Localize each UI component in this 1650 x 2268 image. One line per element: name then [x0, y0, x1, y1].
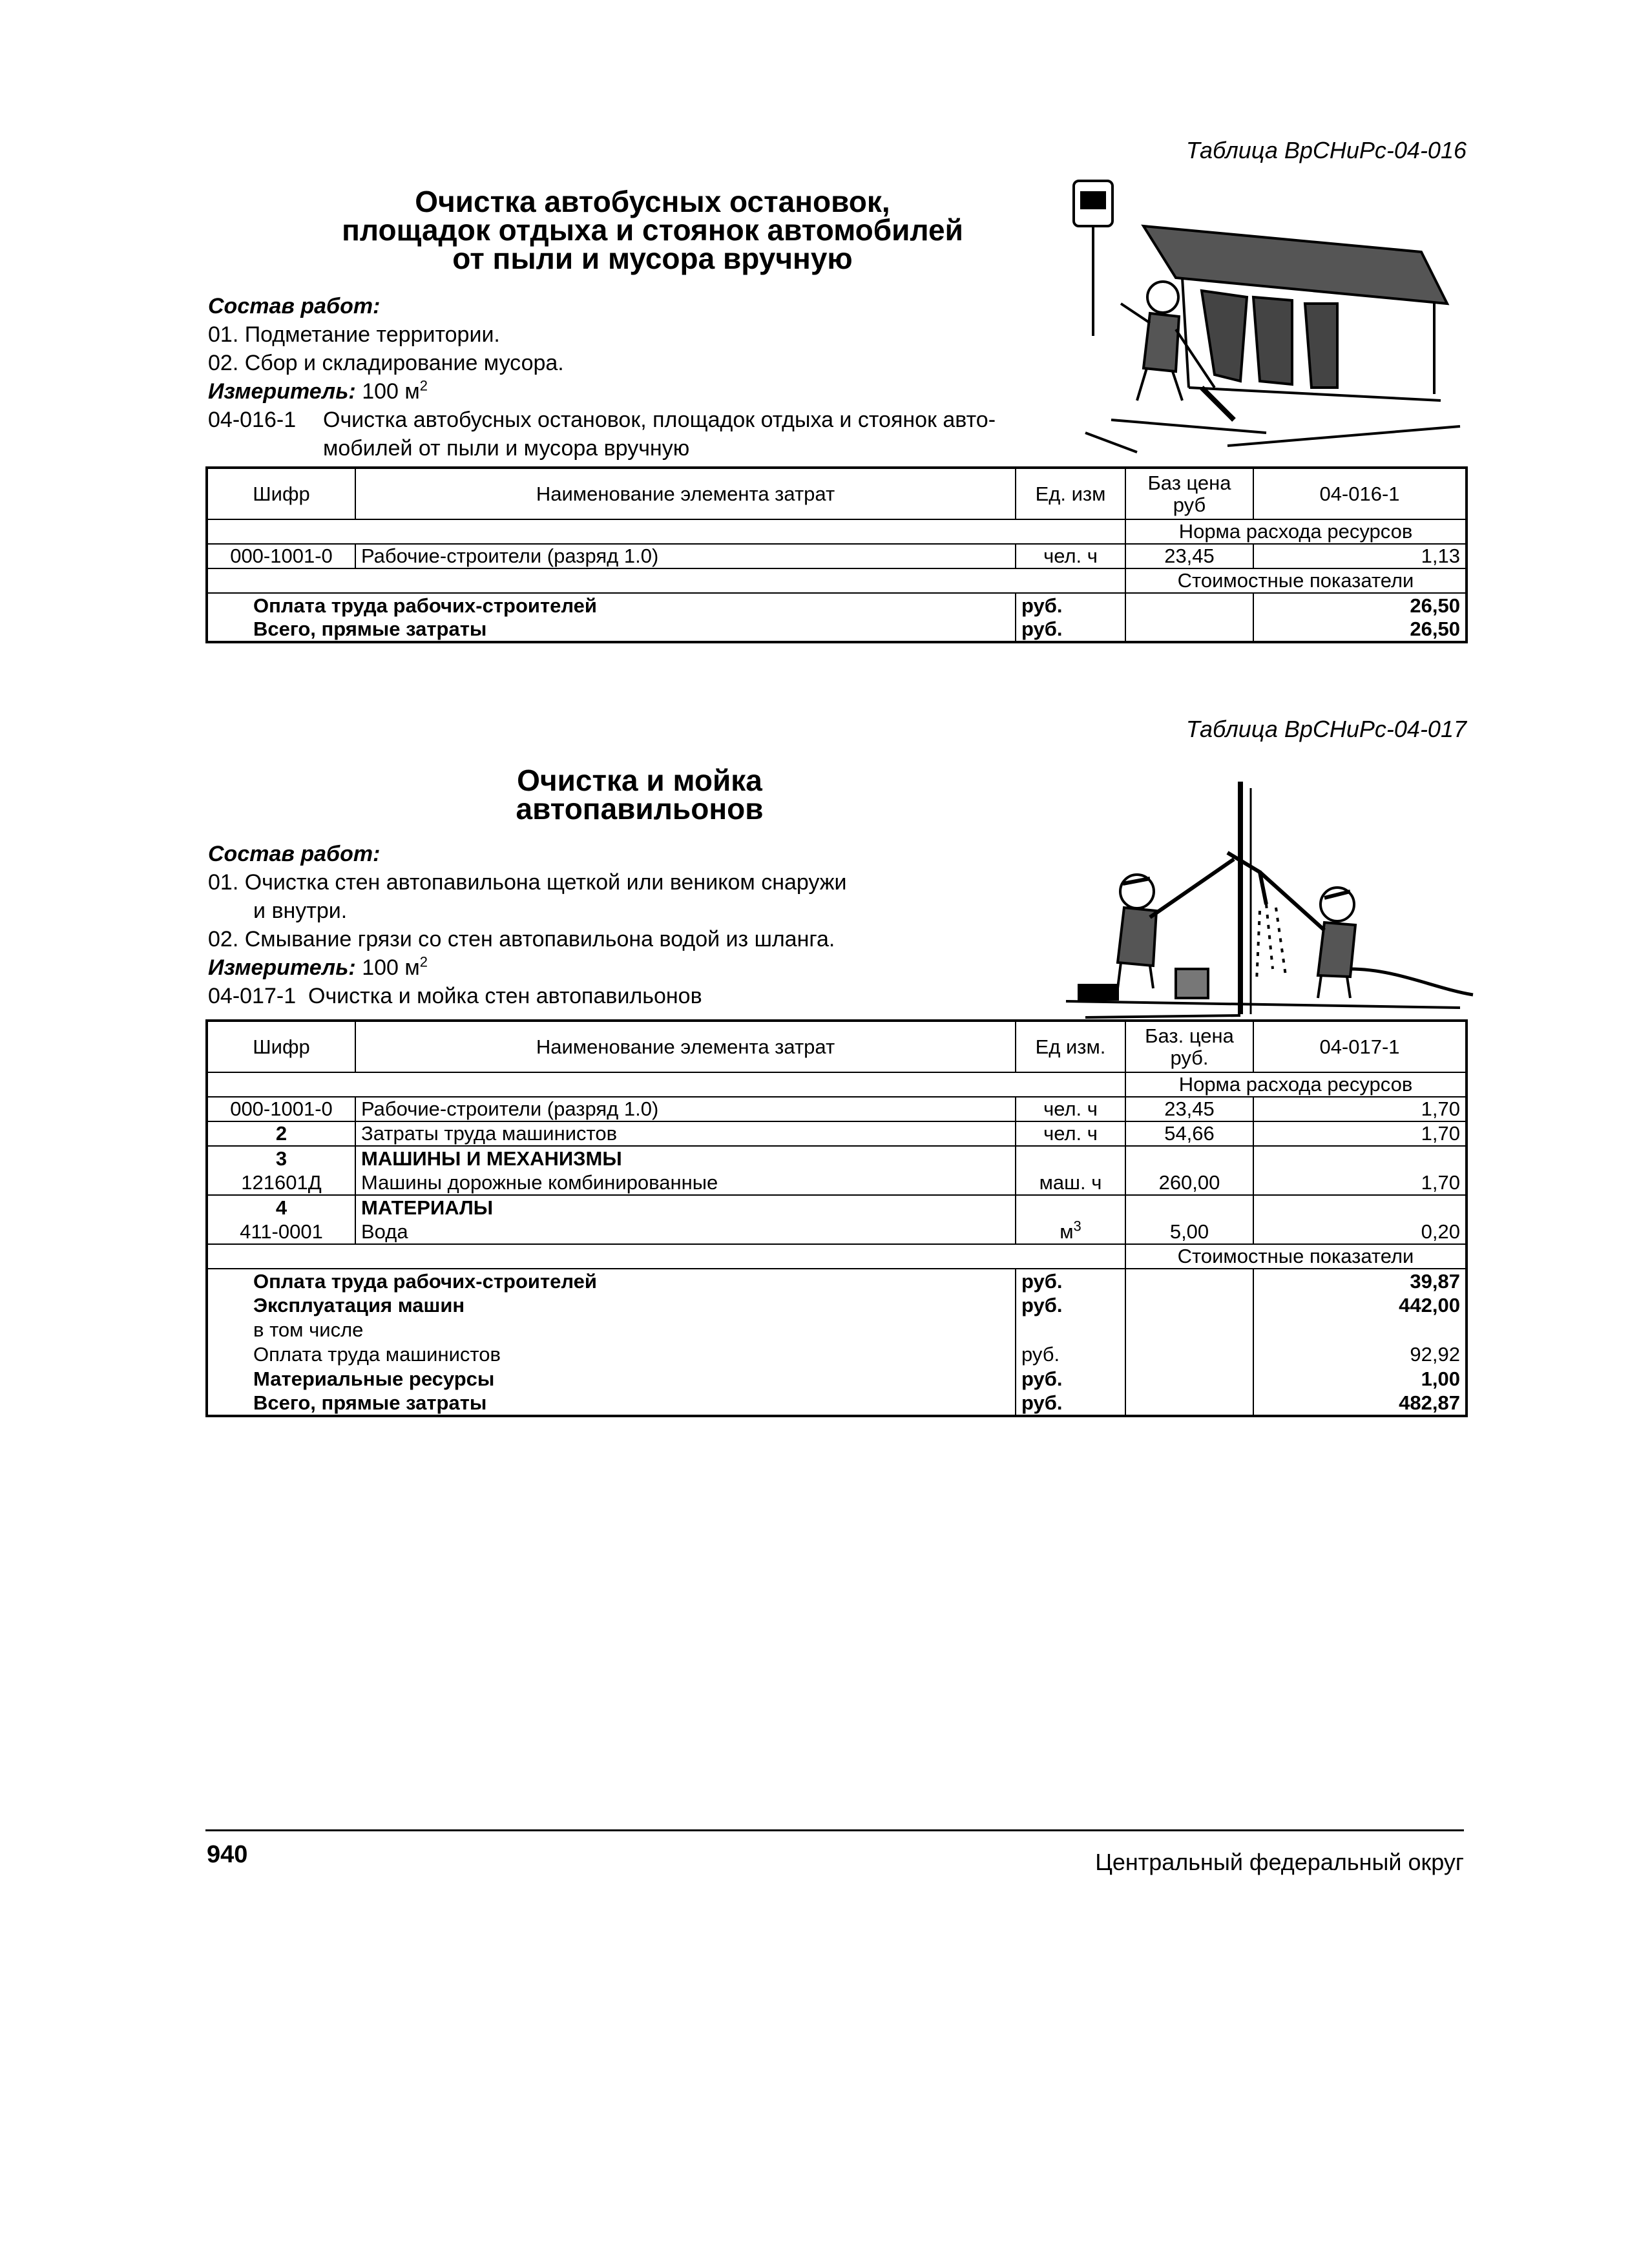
measure-sup: 2: [419, 953, 428, 970]
measure-label: Измеритель:: [208, 955, 356, 980]
table-row: [207, 1097, 1467, 1121]
bus-stop-sweeping-illustration: [1060, 174, 1473, 459]
cost-row: [207, 1269, 1467, 1293]
cost-name: Всего, прямые затраты: [207, 618, 1016, 642]
norm-section-label: Норма расхода ресурсов: [1125, 519, 1467, 544]
cell-code: 000-1001-0: [207, 544, 355, 568]
table-row: [207, 1195, 1467, 1220]
cell-value: 1,13: [1253, 544, 1467, 568]
cost-value: 26,50: [1253, 593, 1467, 618]
work-label: Состав работ:: [208, 842, 381, 866]
work-composition-2: [208, 840, 847, 1010]
header-name: Наименование элемента затрат: [355, 1021, 1016, 1072]
cost-value: 26,50: [1253, 618, 1467, 642]
cost-unit: руб.: [1016, 1269, 1125, 1293]
header-norm: 04-016-1: [1253, 468, 1467, 519]
cell-unit: маш. ч: [1016, 1170, 1125, 1195]
measure-line: [208, 953, 847, 982]
footer-region: Центральный федеральный округ: [1095, 1849, 1464, 1875]
cost-section-label: Стоимостные показатели: [1125, 1244, 1467, 1269]
header-norm: 04-017-1: [1253, 1021, 1467, 1072]
cell-code: 411-0001: [207, 1220, 355, 1244]
cost-name: Оплата труда рабочих-строителей: [207, 593, 1016, 618]
cell-code: 000-1001-0: [207, 1097, 355, 1121]
title-line-1: Очистка автобусных остановок,: [415, 185, 890, 218]
work-item: 01. Очистка стен автопавильона щеткой или веником снаружи: [208, 870, 847, 895]
cell-code: 4: [207, 1195, 355, 1220]
header-price: Баз. цена руб.: [1125, 1021, 1253, 1072]
cell-unit: чел. ч: [1016, 1097, 1125, 1121]
cell-value: 1,70: [1253, 1097, 1467, 1121]
title-line-1: Очистка и мойка: [517, 764, 762, 797]
cost-name: Материальные ресурсы: [207, 1367, 1016, 1391]
cost-unit: руб.: [1016, 1293, 1125, 1318]
work-item: 01. Подметание территории.: [208, 322, 500, 347]
item-description-017: Очистка и мойка стен автопавильонов: [308, 984, 702, 1008]
table-row: [207, 1121, 1467, 1146]
work-label: Состав работ:: [208, 294, 381, 318]
table-code-017: Таблица ВрСНиРс-04-017: [1185, 716, 1467, 742]
cost-row: [207, 618, 1467, 642]
cost-row: [207, 1367, 1467, 1391]
cell-price: 5,00: [1125, 1220, 1253, 1244]
title-line-3: от пыли и мусора вручную: [452, 242, 853, 275]
measure-line: [208, 377, 564, 406]
cost-name: Всего, прямые затраты: [207, 1391, 1016, 1416]
resource-table-017: [205, 1019, 1468, 1417]
cell-price: 260,00: [1125, 1170, 1253, 1195]
measure-label: Измеритель:: [208, 379, 356, 404]
measure-value: 100 м: [362, 955, 420, 980]
table-row: [207, 1170, 1467, 1195]
cell-name: Затраты труда машинистов: [355, 1121, 1016, 1146]
table-row: [207, 1220, 1467, 1244]
cost-unit: руб.: [1016, 618, 1125, 642]
measure-sup: 2: [419, 377, 428, 394]
cell-code: 121601Д: [207, 1170, 355, 1195]
header-name: Наименование элемента затрат: [355, 468, 1016, 519]
cost-value: 1,00: [1253, 1367, 1467, 1391]
cost-row: [207, 1342, 1467, 1367]
cell-value: 1,70: [1253, 1121, 1467, 1146]
norm-section-label: Норма расхода ресурсов: [1125, 1072, 1467, 1097]
header-code: Шифр: [207, 468, 355, 519]
resource-table-016: [205, 466, 1468, 643]
cost-row: [207, 1391, 1467, 1416]
cell-name: Машины дорожные комбинированные: [355, 1170, 1016, 1195]
cost-value: 39,87: [1253, 1269, 1467, 1293]
cost-row: [207, 593, 1467, 618]
footer-rule: [205, 1829, 1464, 1831]
cell-price: 54,66: [1125, 1121, 1253, 1146]
section2-title: [452, 764, 827, 826]
title-line-2: площадок отдыха и стоянок автомобилей: [342, 213, 963, 247]
work-item-cont: и внутри.: [253, 899, 348, 923]
cell-price: 23,45: [1125, 544, 1253, 568]
section1-title: [271, 187, 1034, 273]
cell-name: Рабочие-строители (разряд 1.0): [355, 1097, 1016, 1121]
cost-unit: руб.: [1016, 1391, 1125, 1416]
table-code-016: Таблица ВрСНиРс-04-016: [1185, 137, 1467, 163]
cost-value: 92,92: [1253, 1342, 1467, 1367]
cell-value: 0,20: [1253, 1220, 1467, 1244]
cost-row: [207, 1293, 1467, 1318]
cost-unit: руб.: [1016, 593, 1125, 618]
cost-name: в том числе: [207, 1318, 1016, 1342]
cell-name: Вода: [355, 1220, 1016, 1244]
cost-name: Эксплуатация машин: [207, 1293, 1016, 1318]
cell-price: 23,45: [1125, 1097, 1253, 1121]
cell-value: 1,70: [1253, 1170, 1467, 1195]
pavilion-washing-illustration: [1047, 775, 1486, 1027]
cell-name: МАТЕРИАЛЫ: [355, 1195, 1016, 1220]
item-code-016: 04-016-1: [208, 408, 297, 432]
title-line-2: автопавильонов: [516, 792, 764, 826]
work-item: 02. Смывание грязи со стен автопавильона водой из шланга.: [208, 927, 835, 952]
item-desc-line: мобилей от пыли и мусора вручную: [323, 436, 690, 461]
header-code: Шифр: [207, 1021, 355, 1072]
cell-unit: чел. ч: [1016, 1121, 1125, 1146]
item-code-017: 04-017-1: [208, 984, 297, 1008]
cost-unit: руб.: [1016, 1367, 1125, 1391]
measure-value: 100 м: [362, 379, 420, 404]
work-composition-1: [208, 292, 564, 406]
page-number: 940: [207, 1841, 248, 1868]
cost-name: Оплата труда машинистов: [207, 1342, 1016, 1367]
cell-code: 2: [207, 1121, 355, 1146]
cell-code: 3: [207, 1146, 355, 1170]
cost-unit: руб.: [1016, 1342, 1125, 1367]
cost-row: [207, 1318, 1467, 1342]
cell-name: Рабочие-строители (разряд 1.0): [355, 544, 1016, 568]
item-line: [208, 982, 847, 1010]
cost-value: 482,87: [1253, 1391, 1467, 1416]
item-desc-line: Очистка автобусных остановок, площадок отдыха и стоянок авто-: [323, 408, 996, 432]
item-description-016: [323, 406, 996, 463]
cell-unit: $м^3$: [1016, 1220, 1125, 1244]
table-row: [207, 1146, 1467, 1170]
cost-section-label: Стоимостные показатели: [1125, 568, 1467, 593]
header-price: Баз цена руб: [1125, 468, 1253, 519]
cost-value: 442,00: [1253, 1293, 1467, 1318]
cell-unit: чел. ч: [1016, 544, 1125, 568]
cell-name: МАШИНЫ И МЕХАНИЗМЫ: [355, 1146, 1016, 1170]
table-row: [207, 544, 1467, 568]
work-item: 02. Сбор и складирование мусора.: [208, 351, 564, 375]
cost-name: Оплата труда рабочих-строителей: [207, 1269, 1016, 1293]
header-unit: Ед изм.: [1016, 1021, 1125, 1072]
header-unit: Ед. изм: [1016, 468, 1125, 519]
